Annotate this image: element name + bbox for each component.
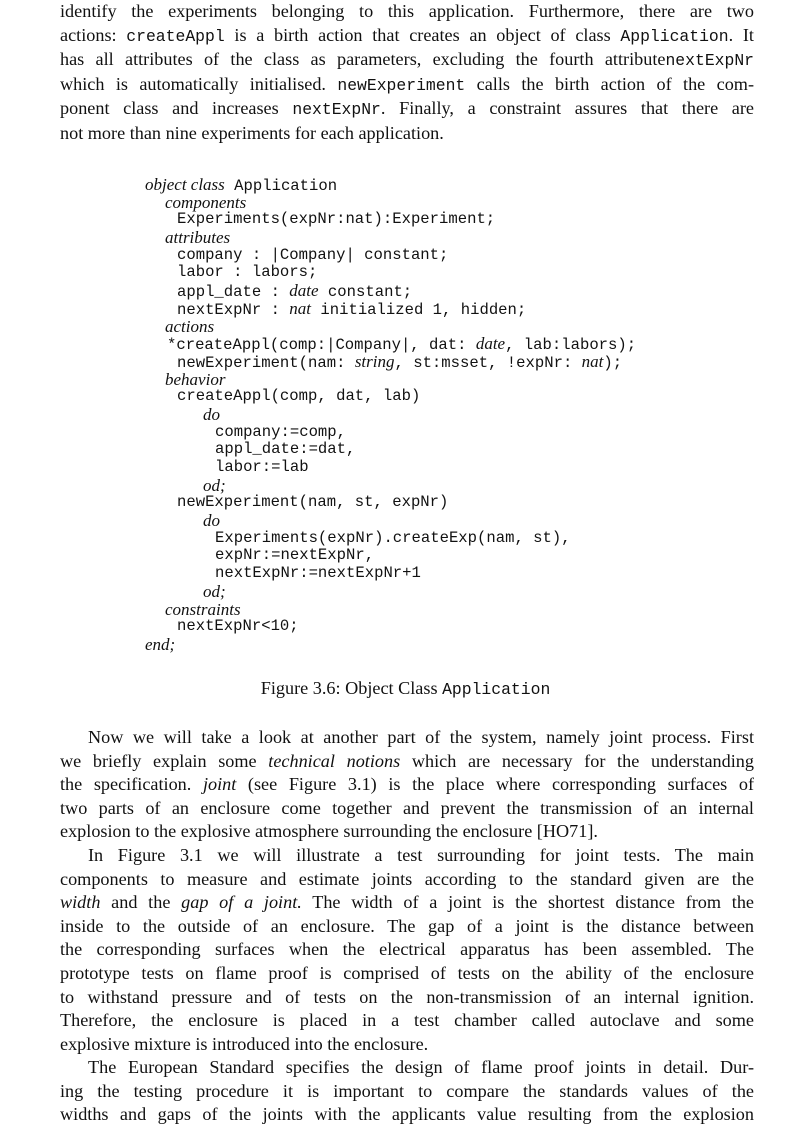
code-line: newExperiment(nam: string, st:msset, !expNr: nat);: [177, 351, 623, 372]
text-line: components to measure and estimate joints according to the standard given are the: [60, 868, 754, 889]
code-line: appl_date:=dat,: [215, 440, 356, 459]
code-line: company:=comp,: [215, 422, 347, 441]
code-listing: [145, 176, 636, 654]
code-line: attributes: [165, 228, 231, 248]
code-line: company : |Company| constant;: [177, 245, 449, 264]
code-line: end;: [145, 634, 176, 654]
text-line: we briefly explain some technical notions which are necessary for the understanding: [60, 750, 754, 771]
text-line: identify the experiments belonging to this application. Furthermore, there are two: [60, 1, 754, 21]
code-line: appl_date : date constant;: [177, 281, 413, 302]
code-line: *createAppl(comp:|Company|, dat: date, lab:labors);: [167, 334, 637, 355]
body-paragraph: [60, 726, 754, 844]
text-line: explosion to the explosive atmosphere surrounding the enclosure [HO71].: [60, 821, 598, 842]
code-line: nextExpNr : nat initialized 1, hidden;: [177, 298, 527, 319]
code-line: do: [203, 511, 220, 531]
text-line: not more than nine experiments for each application.: [60, 122, 444, 143]
text-line: Now we will take a look at another part of the system, namely joint process. First: [88, 727, 754, 747]
code-line: nextExpNr:=nextExpNr+1: [215, 564, 421, 583]
code-line: expNr:=nextExpNr,: [215, 546, 375, 565]
text-line: widths and gaps of the joints with the applicants value resulting from the explosion: [60, 1104, 754, 1125]
code-line: labor:=lab: [215, 458, 309, 476]
figure-caption: Figure 3.6: Object Class Application: [260, 678, 551, 699]
inline-code: Application: [620, 26, 729, 46]
code-line: labor : labors;: [177, 263, 318, 282]
inline-code: Application: [442, 680, 551, 699]
code-line: constraints: [165, 599, 241, 619]
code-line: do: [203, 404, 220, 424]
text-line: the corresponding surfaces when the electrical apparatus has been assembled. The: [60, 939, 754, 960]
inline-code: newExperiment: [337, 75, 466, 95]
code-line: Experiments(expNr:nat):Experiment;: [177, 210, 496, 229]
text-line: prototype tests on flame proof is comprised of tests on the ability of the enclosure: [60, 962, 754, 983]
text-line: ing the testing procedure it is important to compare the standards values of the: [60, 1080, 754, 1101]
code-line: od;: [203, 581, 226, 601]
code-line: Experiments(expNr).createExp(nam, st),: [215, 528, 571, 547]
code-line: behavior: [165, 369, 226, 389]
text-line: The European Standard specifies the design of flame proof joints in detail. Dur-: [88, 1057, 754, 1077]
text-line: the specification. joint (see Figure 3.1) is the place where corresponding surfaces of: [60, 774, 754, 795]
text-line: has all attributes of the class as parameters, excluding the fourth attributenextExpNr: [60, 49, 754, 71]
code-line: nextExpNr<10;: [177, 617, 299, 636]
code-line: newExperiment(nam, st, expNr): [177, 493, 449, 512]
text-line: explosive mixture is introduced into the enclosure.: [60, 1033, 429, 1054]
text-line: to withstand pressure and of tests on the non-transmission of an internal ignition.: [60, 986, 754, 1007]
text-line: width and the gap of a joint. The width of a joint is the shortest distance from the: [60, 892, 754, 913]
body-paragraph: [60, 844, 754, 1056]
inline-code: nextExpNr: [292, 100, 381, 120]
text-line: In Figure 3.1 we will illustrate a test surrounding for joint tests. The main: [88, 845, 754, 865]
code-line: createAppl(comp, dat, lab): [177, 387, 421, 406]
code-line: od;: [203, 475, 226, 495]
code-line: object class Application: [145, 175, 338, 195]
text-line: which is automatically initialised. newExperiment calls the birth action of the com-: [60, 73, 754, 95]
text-line: ponent class and increases nextExpNr. Finally, a constraint assures that there are: [60, 98, 754, 120]
code-line: actions: [165, 316, 215, 336]
inline-code: createAppl: [126, 26, 225, 46]
text-line: Therefore, the enclosure is placed in a test chamber called autoclave and some: [60, 1010, 754, 1031]
intro-paragraph: [60, 0, 754, 146]
text-line: two parts of an enclosure come together and prevent the transmission of an internal: [60, 797, 754, 818]
code-line: components: [165, 192, 247, 212]
text-line: actions: createAppl is a birth action that creates an object of class Application. It: [60, 24, 754, 46]
body-paragraph: [60, 1056, 754, 1127]
inline-code: nextExpNr: [665, 51, 754, 71]
text-line: inside to the outside of an enclosure. The gap of a joint is the distance between: [60, 915, 754, 936]
